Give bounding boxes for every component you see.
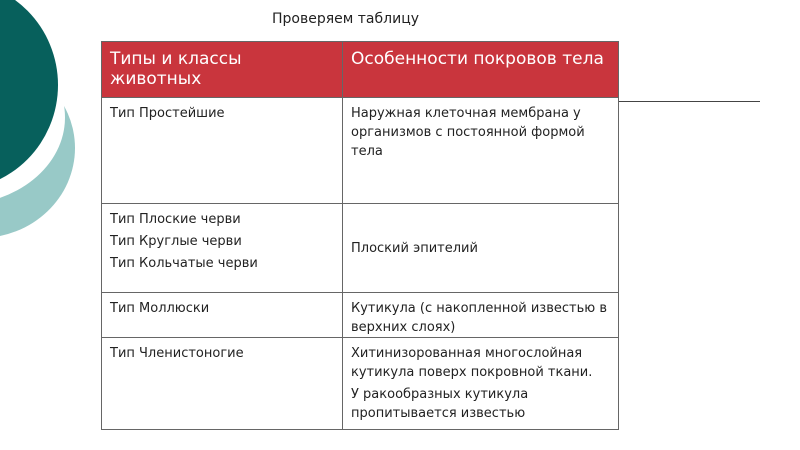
feature-text: Плоский эпителий — [351, 240, 478, 256]
table-row — [102, 204, 619, 293]
table-row — [102, 293, 619, 338]
comparison-table — [101, 41, 619, 430]
type-label: Тип Плоские черви — [110, 212, 241, 227]
type-label: Тип Членистоногие — [110, 346, 244, 361]
row-features-cell — [343, 204, 619, 293]
page-title: Проверяем таблицу — [272, 11, 420, 27]
row-features-cell — [343, 293, 619, 338]
feature-text: Наружная клеточная мембрана у организмов с постоянной формой тела — [351, 106, 585, 159]
row-features-cell — [343, 338, 619, 430]
row-types-cell — [102, 98, 343, 204]
type-label: Тип Моллюски — [110, 301, 210, 316]
header-types: Типы и классы животных — [102, 42, 343, 98]
row-types-cell — [102, 204, 343, 293]
row-features-cell — [343, 98, 619, 204]
type-label: Тип Простейшие — [110, 106, 225, 121]
header-features: Особенности покровов тела — [343, 42, 619, 98]
table-row — [102, 338, 619, 430]
decorative-rule — [618, 101, 760, 102]
row-types-cell — [102, 293, 343, 338]
type-label: Тип Круглые черви — [110, 234, 242, 249]
feature-text: У ракообразных кутикула пропитывается известью — [351, 387, 529, 421]
table-header-row — [102, 42, 619, 98]
type-label: Тип Кольчатые черви — [110, 256, 258, 271]
table-row — [102, 98, 619, 204]
row-types-cell — [102, 338, 343, 430]
feature-text: Хитинизорованная многослойная кутикула поверх покровной ткани. — [351, 346, 593, 380]
feature-text: Кутикула (с накопленной известью в верхних слоях) — [351, 301, 608, 335]
